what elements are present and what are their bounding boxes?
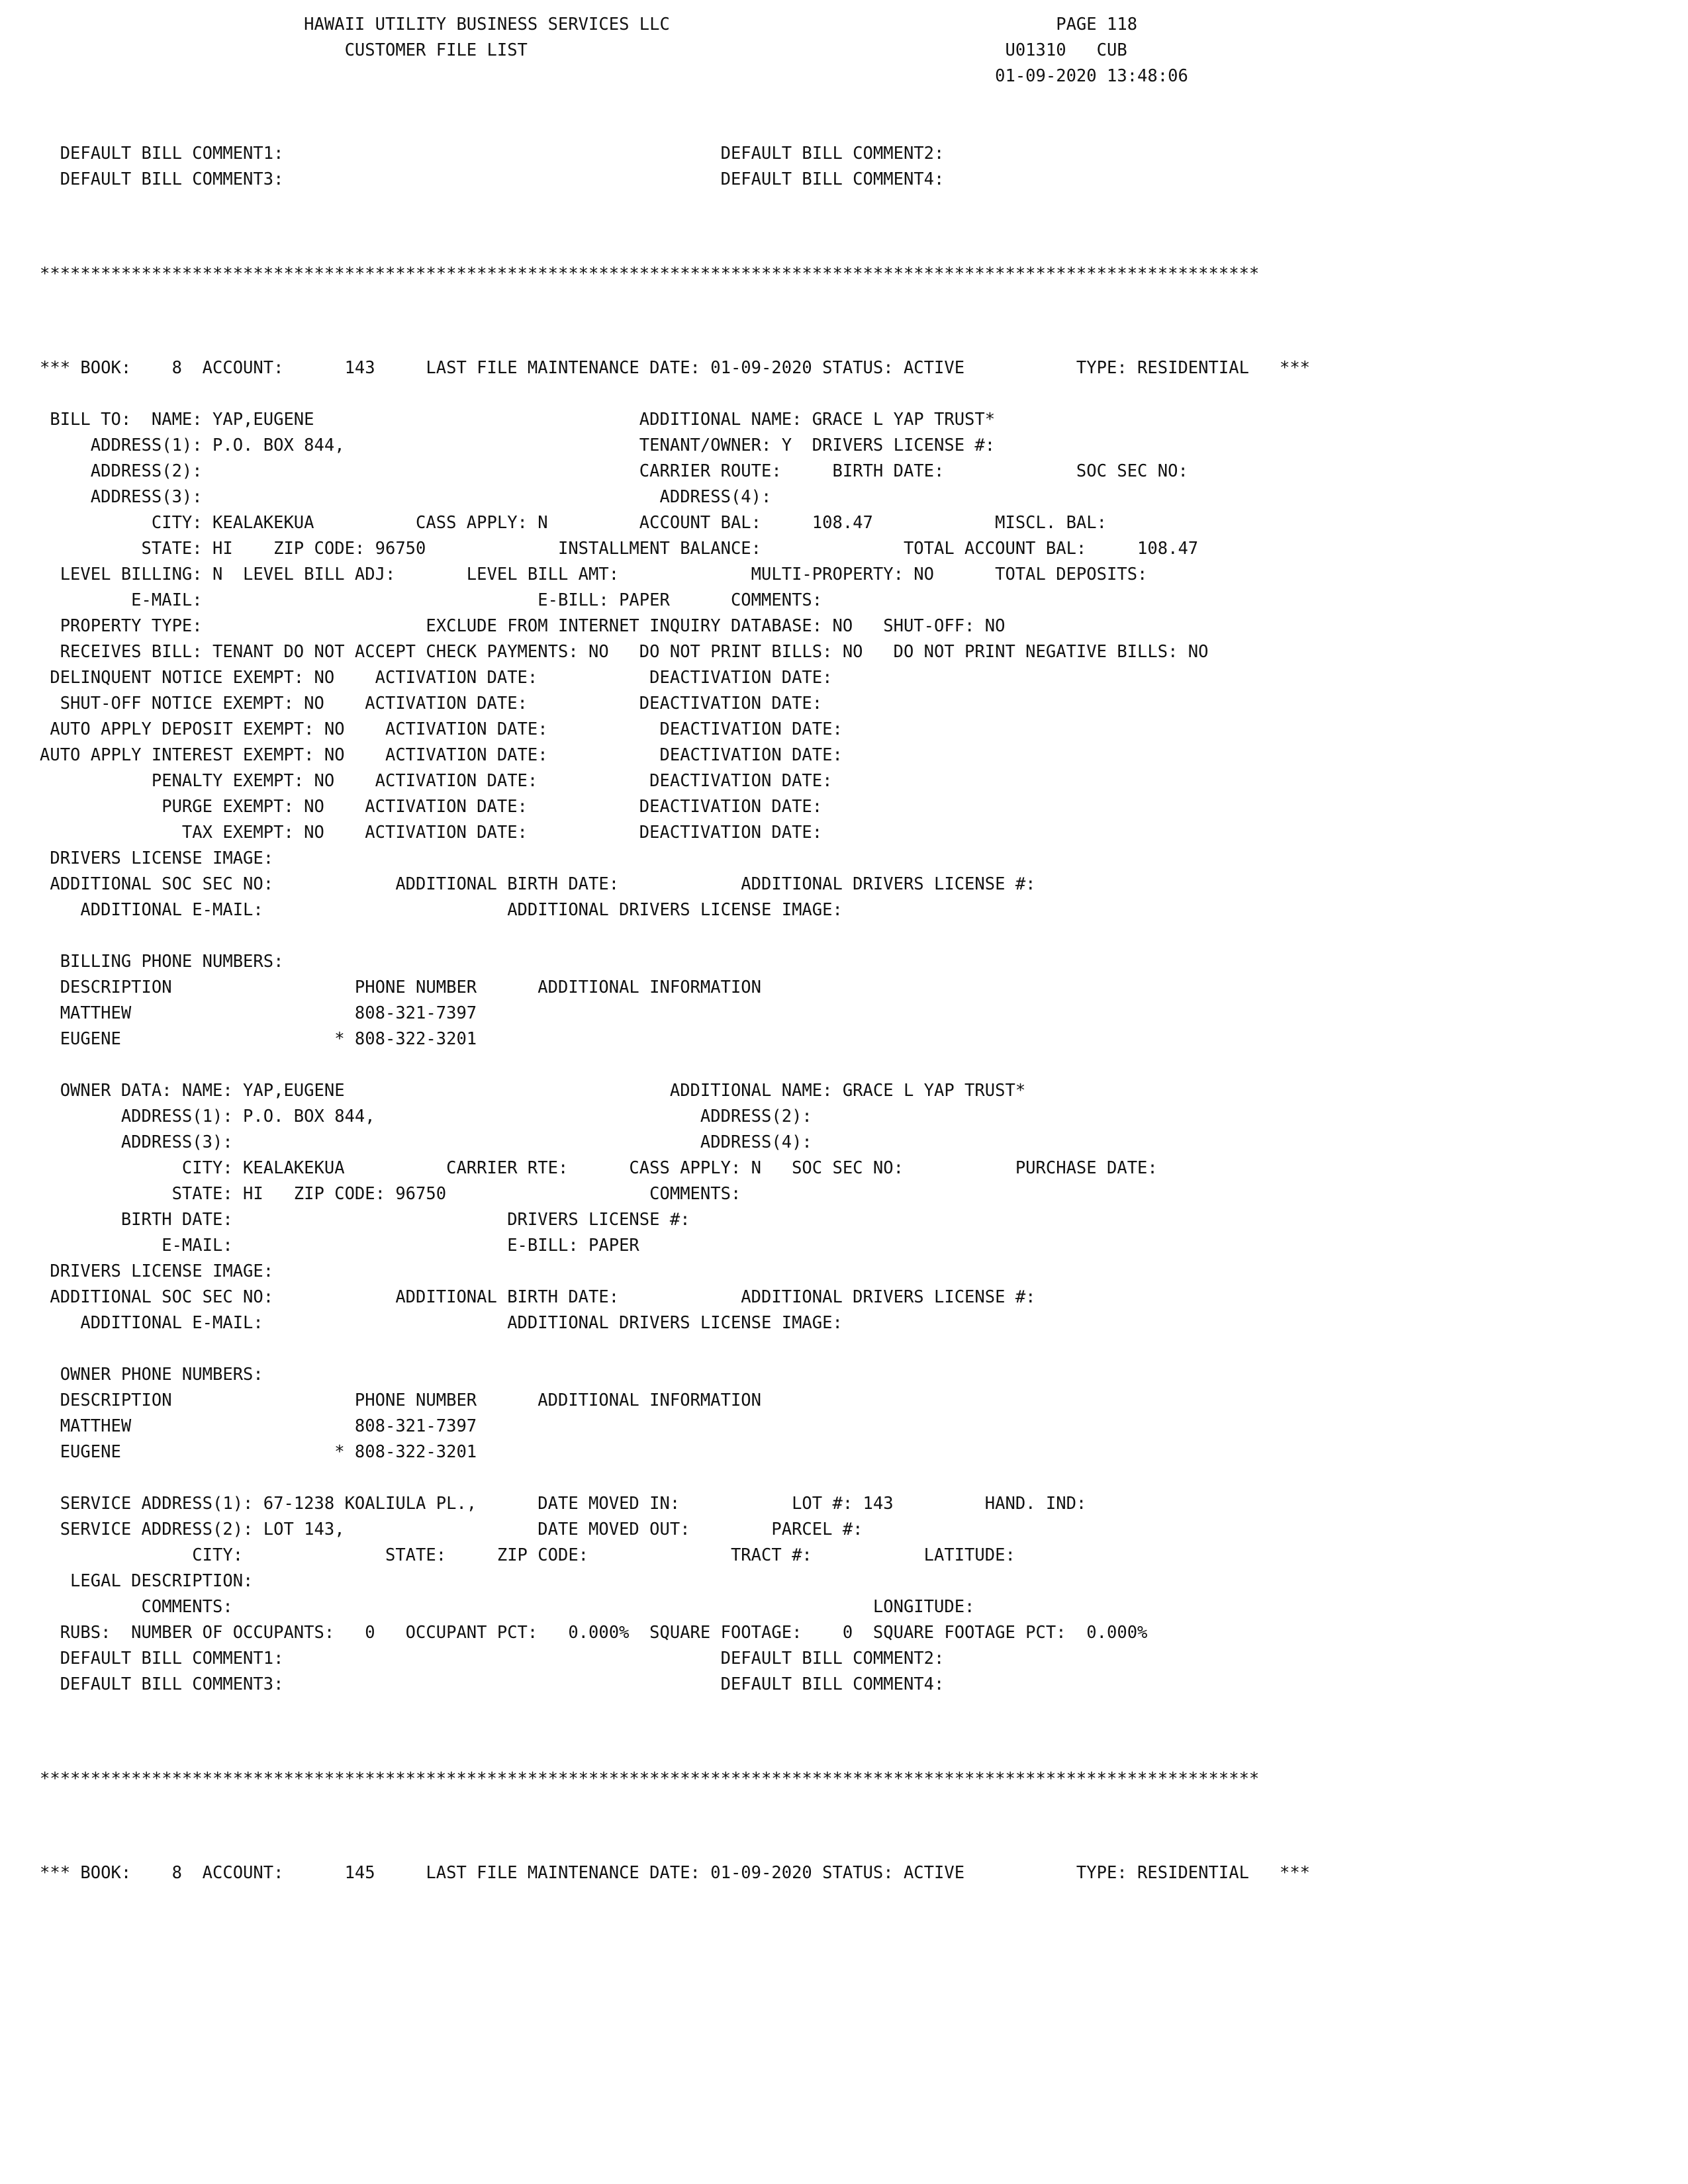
- owner-data-line: STATE: HI ZIP CODE: 96750 COMMENTS:: [40, 1184, 741, 1204]
- top-default-bill-comment-line2: DEFAULT BILL COMMENT3: DEFAULT BILL COMMENT4:: [40, 169, 945, 189]
- bill-to-line: DRIVERS LICENSE IMAGE:: [40, 848, 274, 868]
- blank-line: [40, 1465, 1648, 1491]
- owner-data-line: CITY: KEALAKEKUA CARRIER RTE: CASS APPLY: N SOC SEC NO: PURCHASE DATE:: [40, 1158, 1158, 1178]
- billing-phone-row: MATTHEW 808-321-7397: [40, 1003, 477, 1023]
- owner-data-line: ADDRESS(1): P.O. BOX 844, ADDRESS(2):: [40, 1107, 812, 1126]
- report-header-company: HAWAII UTILITY BUSINESS SERVICES LLC PAGE 118: [40, 15, 1138, 34]
- blank-line: [40, 89, 1648, 115]
- service-address-line: DEFAULT BILL COMMENT3: DEFAULT BILL COMMENT4:: [40, 1674, 945, 1694]
- account-book-header: *** BOOK: 8 ACCOUNT: 143 LAST FILE MAINTENANCE DATE: 01-09-2020 STATUS: ACTIVE TYPE: RESIDENTIAL ***: [40, 358, 1311, 378]
- bill-to-line: ADDITIONAL SOC SEC NO: ADDITIONAL BIRTH DATE: ADDITIONAL DRIVERS LICENSE #:: [40, 874, 1036, 894]
- service-address-line: CITY: STATE: ZIP CODE: TRACT #: LATITUDE:: [40, 1545, 1015, 1565]
- owner-phone-columns: DESCRIPTION PHONE NUMBER ADDITIONAL INFORMATION: [40, 1390, 762, 1410]
- bill-to-line: PROPERTY TYPE: EXCLUDE FROM INTERNET INQUIRY DATABASE: NO SHUT-OFF: NO: [40, 616, 1006, 636]
- blank-line: [40, 1052, 1648, 1078]
- owner-phone-row: MATTHEW 808-321-7397: [40, 1416, 477, 1436]
- bill-to-line: E-MAIL: E-BILL: PAPER COMMENTS:: [40, 590, 823, 610]
- service-address-line: DEFAULT BILL COMMENT1: DEFAULT BILL COMMENT2:: [40, 1649, 945, 1668]
- blank-line: [40, 304, 1648, 330]
- top-default-bill-comment-line1: DEFAULT BILL COMMENT1: DEFAULT BILL COMMENT2:: [40, 144, 945, 163]
- service-address-line: SERVICE ADDRESS(1): 67-1238 KOALIULA PL., DATE MOVED IN: LOT #: 143 HAND. IND:: [40, 1494, 1087, 1514]
- blank-line: [40, 1336, 1648, 1362]
- blank-line: [40, 1809, 1648, 1835]
- blank-line: [40, 218, 1648, 244]
- billing-phone-row: EUGENE * 808-322-3201: [40, 1029, 477, 1049]
- bill-to-line: RECEIVES BILL: TENANT DO NOT ACCEPT CHECK PAYMENTS: NO DO NOT PRINT BILLS: NO DO NOT PRINT NEGATIVE BILLS: NO: [40, 642, 1209, 662]
- bill-to-line: ADDITIONAL E-MAIL: ADDITIONAL DRIVERS LICENSE IMAGE:: [40, 900, 843, 920]
- blank-line: [40, 1835, 1648, 1860]
- separator-rule-top: ************************************************************************************************************************: [40, 263, 1260, 284]
- service-address-line: LEGAL DESCRIPTION:: [40, 1571, 254, 1591]
- billing-phone-numbers-title: BILLING PHONE NUMBERS:: [40, 952, 284, 972]
- owner-data-line: DRIVERS LICENSE IMAGE:: [40, 1261, 274, 1281]
- blank-line: [40, 1698, 1648, 1723]
- bill-to-line: SHUT-OFF NOTICE EXEMPT: NO ACTIVATION DATE: DEACTIVATION DATE:: [40, 694, 823, 713]
- owner-data-line: ADDRESS(3): ADDRESS(4):: [40, 1132, 812, 1152]
- bill-to-line: CITY: KEALAKEKUA CASS APPLY: N ACCOUNT BAL: 108.47 MISCL. BAL:: [40, 513, 1107, 533]
- bill-to-line: LEVEL BILLING: N LEVEL BILL ADJ: LEVEL BILL AMT: MULTI-PROPERTY: NO TOTAL DEPOSITS:: [40, 565, 1148, 584]
- blank-line: [40, 330, 1648, 355]
- blank-line: [40, 1723, 1648, 1749]
- service-address-line: COMMENTS: LONGITUDE:: [40, 1597, 975, 1617]
- blank-line: [40, 115, 1648, 141]
- bill-to-line: AUTO APPLY DEPOSIT EXEMPT: NO ACTIVATION DATE: DEACTIVATION DATE:: [40, 719, 843, 739]
- bill-to-line: ADDRESS(1): P.O. BOX 844, TENANT/OWNER: Y DRIVERS LICENSE #:: [40, 435, 996, 455]
- bill-to-line: AUTO APPLY INTEREST EXEMPT: NO ACTIVATION DATE: DEACTIVATION DATE:: [40, 745, 843, 765]
- blank-line: [40, 923, 1648, 949]
- next-account-book-header: *** BOOK: 8 ACCOUNT: 145 LAST FILE MAINTENANCE DATE: 01-09-2020 STATUS: ACTIVE TYPE: RESIDENTIAL ***: [40, 1863, 1311, 1883]
- bill-to-line: ADDRESS(2): CARRIER ROUTE: BIRTH DATE: SOC SEC NO:: [40, 461, 1188, 481]
- owner-data-line: E-MAIL: E-BILL: PAPER: [40, 1236, 639, 1255]
- owner-data-line: ADDITIONAL SOC SEC NO: ADDITIONAL BIRTH DATE: ADDITIONAL DRIVERS LICENSE #:: [40, 1287, 1036, 1307]
- owner-data-line: OWNER DATA: NAME: YAP,EUGENE ADDITIONAL NAME: GRACE L YAP TRUST*: [40, 1081, 1026, 1101]
- blank-line: [40, 193, 1648, 218]
- service-address-line: SERVICE ADDRESS(2): LOT 143, DATE MOVED OUT: PARCEL #:: [40, 1520, 863, 1539]
- bill-to-line: PENALTY EXEMPT: NO ACTIVATION DATE: DEACTIVATION DATE:: [40, 771, 833, 791]
- blank-line: [40, 381, 1648, 407]
- report-header-datetime: 01-09-2020 13:48:06: [40, 66, 1188, 86]
- bill-to-line: PURGE EXEMPT: NO ACTIVATION DATE: DEACTIVATION DATE:: [40, 797, 823, 817]
- owner-data-line: ADDITIONAL E-MAIL: ADDITIONAL DRIVERS LICENSE IMAGE:: [40, 1313, 843, 1333]
- report-header-title: CUSTOMER FILE LIST U01310 CUB: [40, 40, 1127, 60]
- service-address-line: RUBS: NUMBER OF OCCUPANTS: 0 OCCUPANT PCT: 0.000% SQUARE FOOTAGE: 0 SQUARE FOOTAGE PCT: 0.000%: [40, 1623, 1148, 1643]
- owner-phone-row: EUGENE * 808-322-3201: [40, 1442, 477, 1462]
- owner-data-line: BIRTH DATE: DRIVERS LICENSE #:: [40, 1210, 690, 1230]
- bill-to-line: BILL TO: NAME: YAP,EUGENE ADDITIONAL NAME: GRACE L YAP TRUST*: [40, 410, 996, 430]
- billing-phone-columns: DESCRIPTION PHONE NUMBER ADDITIONAL INFORMATION: [40, 978, 762, 997]
- bill-to-line: ADDRESS(3): ADDRESS(4):: [40, 487, 772, 507]
- bill-to-line: STATE: HI ZIP CODE: 96750 INSTALLMENT BALANCE: TOTAL ACCOUNT BAL: 108.47: [40, 539, 1199, 559]
- bill-to-line: TAX EXEMPT: NO ACTIVATION DATE: DEACTIVATION DATE:: [40, 823, 823, 842]
- bill-to-line: DELINQUENT NOTICE EXEMPT: NO ACTIVATION DATE: DEACTIVATION DATE:: [40, 668, 833, 688]
- separator-rule-bottom: ************************************************************************************************************************: [40, 1768, 1260, 1789]
- owner-phone-numbers-title: OWNER PHONE NUMBERS:: [40, 1365, 263, 1385]
